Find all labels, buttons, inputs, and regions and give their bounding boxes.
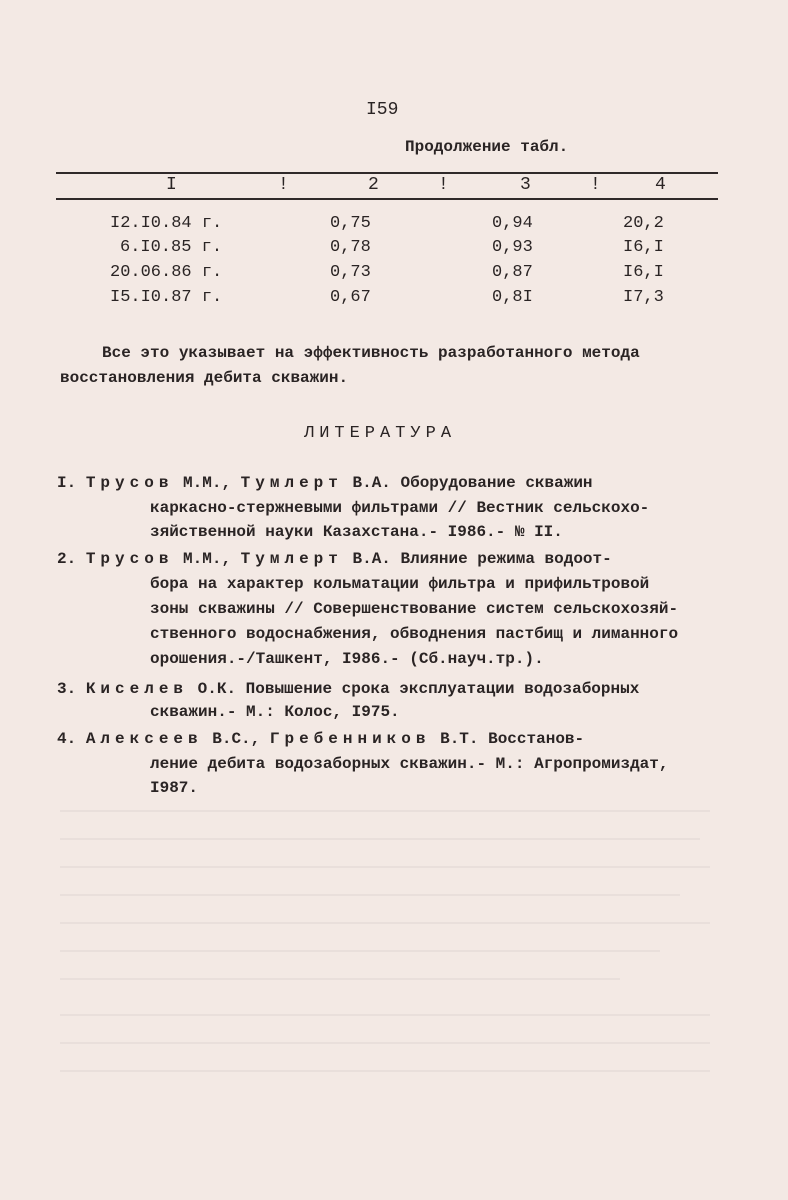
table-cell: I6,I [623,263,664,282]
table-header-rule [56,198,718,200]
show-through-line [60,894,680,896]
column-separator: ! [438,175,449,195]
reference-line: I987. [150,779,199,797]
reference-line: зяйственной науки Казахстана.- I986.- № II. [150,523,563,541]
reference-line: зоны скважины // Совершенствование систем сельскохозяй- [150,600,679,618]
reference-author: Киселев [85,680,189,698]
column-header-3: 3 [520,175,531,195]
show-through-line [60,866,710,868]
show-through-line [60,1014,710,1016]
reference-author: Тумлерт [240,474,343,492]
table-cell: 20.06.86 г. [110,263,223,282]
reference-line: ственного водоснабжения, обводнения пастбищ и лиманного [150,625,679,643]
column-separator: ! [590,175,601,195]
reference-text: О.К. Повышение срока эксплуатации водозаборных [197,680,640,698]
show-through-line [60,1070,710,1072]
reference-text: В.А. Оборудование скважин [352,474,593,492]
column-header-1: I [166,175,177,195]
reference-number: 4. [57,730,77,748]
reference-author: Гребенников [269,730,431,748]
show-through-line [60,950,660,952]
reference-number: 2. [57,550,77,568]
column-header-4: 4 [655,175,666,195]
reference-text: В.А. Влияние режима водоот- [352,550,612,568]
table-cell: 0,67 [330,288,371,307]
reference-line: бора на характер кольматации фильтра и прифильтровой [150,575,650,593]
table-cell: 0,93 [492,238,533,257]
conclusion-line: восстановления дебита скважин. [60,369,349,387]
reference-number: I. [57,474,77,492]
column-header-2: 2 [368,175,379,195]
reference-3 [57,680,639,698]
reference-initials: М.М., [183,550,232,568]
reference-author: Алексеев [85,730,203,748]
reference-4 [57,730,584,748]
table-cell: I6,I [623,238,664,257]
show-through-line [60,838,700,840]
reference-author: Трусов [85,550,174,568]
table-cell: 0,78 [330,238,371,257]
reference-number: 3. [57,680,77,698]
reference-initials: В.С., [212,730,261,748]
reference-author: Тумлерт [240,550,343,568]
table-cell: I7,3 [623,288,664,307]
show-through-line [60,810,710,812]
column-separator: ! [278,175,289,195]
reference-1 [57,474,593,492]
reference-2 [57,550,612,568]
reference-text: В.Т. Восстанов- [440,730,585,748]
literature-heading: ЛИТЕРАТУРА [304,424,457,443]
reference-line: ление дебита водозаборных скважин.- М.: Агропромиздат, [150,755,669,773]
table-top-rule [56,172,718,174]
conclusion-line: Все это указывает на эффективность разработанного метода [102,344,640,362]
table-cell: 0,73 [330,263,371,282]
reference-line: скважин.- М.: Колос, I975. [150,703,400,721]
table-cell: 0,94 [492,214,533,233]
table-cell: 0,8I [492,288,533,307]
table-caption: Продолжение табл. [405,138,569,156]
table-cell: 0,87 [492,263,533,282]
show-through-line [60,978,620,980]
reference-author: Трусов [85,474,174,492]
reference-initials: М.М., [183,474,232,492]
table-cell: I2.I0.84 г. [110,214,223,233]
show-through-line [60,922,710,924]
table-cell: 0,75 [330,214,371,233]
reference-line: орошения.-/Ташкент, I986.- (Сб.науч.тр.). [150,650,544,668]
table-cell: 6.I0.85 г. [120,238,223,257]
table-cell: I5.I0.87 г. [110,288,223,307]
reference-line: каркасно-стержневыми фильтрами // Вестник сельскохо- [150,499,650,517]
page-number: I59 [366,100,399,120]
table-cell: 20,2 [623,214,664,233]
show-through-line [60,1042,710,1044]
